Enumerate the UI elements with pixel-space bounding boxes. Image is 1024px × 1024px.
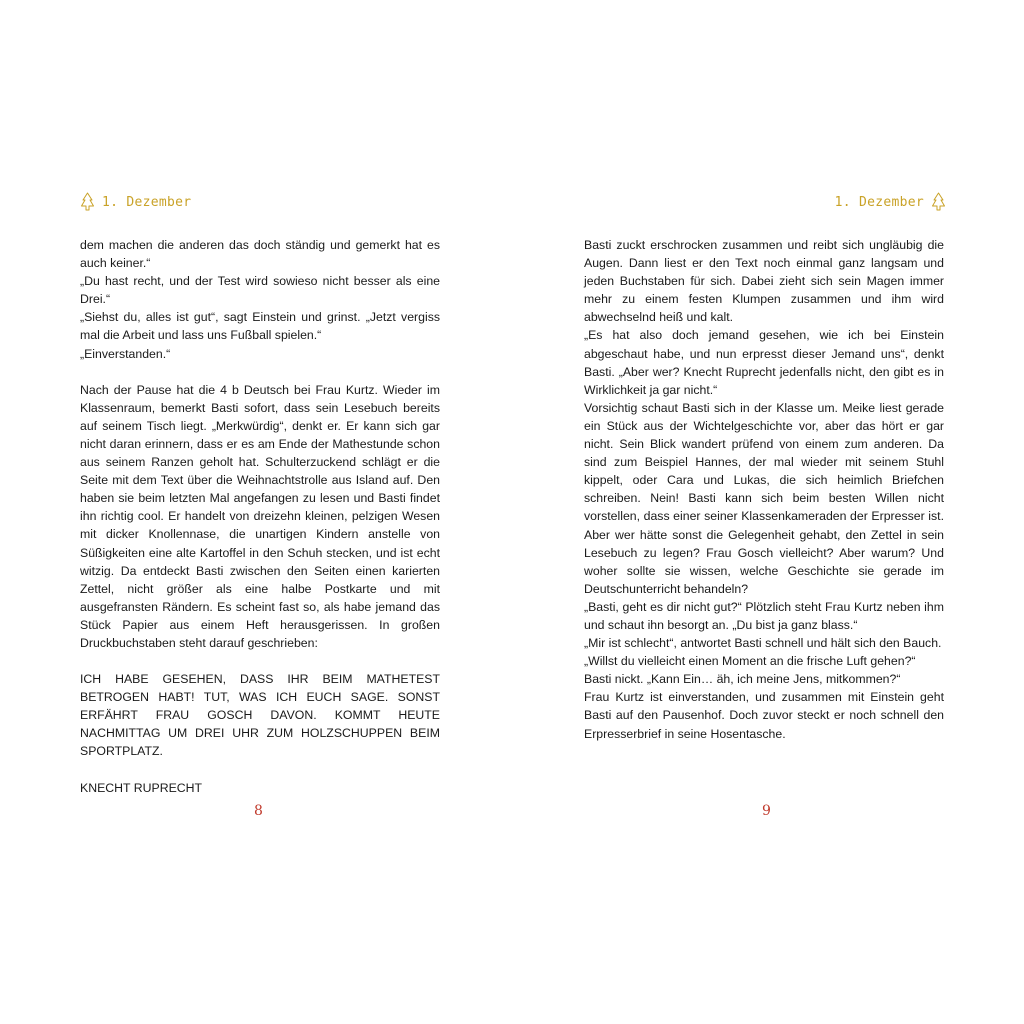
blackmail-note: ICH HABE GESEHEN, DASS IHR BEIM MATHETEST BETROGEN HABT! TUT, WAS ICH EUCH SAGE. SONST ERFÄHRT FRAU GOSCH DAVON. KOMMT HEUTE NACHMITTAG UM DREI UHR ZUM HOLZSCHUPPEN BEIM SPORTPLATZ. — [80, 672, 440, 759]
page-number: 8 — [254, 803, 263, 819]
paragraph: „Es hat also doch jemand gesehen, wie ich bei Einstein abgeschaut habe, und nun erpresst dieser Jemand uns“, denkt Basti. „Aber wer? Knecht Ruprecht jedenfalls nicht, den gibt es in Wirklichkeit ja gar nicht.“ — [584, 328, 944, 397]
right-page-body — [584, 236, 944, 743]
paragraph: „Siehst du, alles ist gut“, sagt Einstein und grinst. „Jetzt vergiss mal die Arbeit und lass uns Fußball spielen.“ — [80, 310, 440, 343]
paragraph: „Einverstanden.“ — [80, 346, 171, 361]
chapter-title: 1. Dezember — [834, 194, 924, 210]
chapter-title: 1. Dezember — [102, 194, 192, 210]
right-page — [512, 0, 1024, 1024]
paragraph: Basti zuckt erschrocken zusammen und reibt sich ungläubig die Augen. Dann liest er den Text noch einmal ganz langsam und jeden Buchstaben für sich. Dabei zieht sich sein Magen immer mehr zu einem festen Klumpen zusammen und ihm wird abwechselnd heiß und kalt. — [584, 238, 944, 325]
paragraph: „Mir ist schlecht“, antwortet Basti schnell und hält sich den Bauch. — [584, 636, 942, 651]
christmas-tree-icon — [80, 192, 95, 212]
paragraph: Basti nickt. „Kann Ein… äh, ich meine Jens, mitkommen?“ — [584, 672, 901, 687]
paragraph: Vorsichtig schaut Basti sich in der Klasse um. Meike liest gerade ein Stück aus der Wichtelgeschichte vor, aber das hört er gar nicht. Sein Blick wandert prüfend von einem zum anderen. Da sind zum Beispiel Hannes, der mal wieder mit seinem Stuhl kippelt, oder Cara und Lukas, die sich heimlich Briefchen schreiben. Nein! Basti kann sich beim besten Willen nicht vorstellen, dass einer seiner Klassenkameraden der Erpresser ist. Aber wer hätte sonst die Gelegenheit gehabt, den Zettel in sein Lesebuch zu legen? Frau Gosch vielleicht? Aber warum? Und woher sollte sie wissen, welche Geschichte sie gerade im Deutschunterricht behandeln? — [584, 400, 944, 596]
paragraph-gap — [80, 652, 440, 670]
paragraph-gap — [80, 761, 440, 779]
page-number: 9 — [762, 803, 771, 819]
paragraph-gap — [80, 363, 440, 381]
note-signature: KNECHT RUPRECHT — [80, 780, 203, 795]
christmas-tree-icon — [931, 192, 946, 212]
left-page-body — [80, 236, 440, 797]
paragraph: Nach der Pause hat die 4 b Deutsch bei Frau Kurtz. Wieder im Klassenraum, bemerkt Basti sofort, dass sein Lesebuch bereits auf seinem Tisch liegt. „Merkwürdig“, denkt er. Er kann sich gar nicht daran erinnern, dass er es am Ende der Mathestunde schon aus seinem Ranzen geholt hat. Schulterzuckend schlägt er die Seite mit dem Text über die Weihnachtstrolle aus Island auf. Den haben sie beim letzten Mal angefangen zu lesen und Basti findet ihn richtig cool. Er handelt von dreizehn kleinen, pelzigen Wesen mit dicker Knollennase, die unartigen Kindern anstelle von Süßigkeiten eine alte Kartoffel in den Schuh stecken, und ist echt witzig. Da entdeckt Basti zwischen den Seiten einen karierten Zettel, nicht größer als eine halbe Postkarte und mit ausgefransten Rändern. Es scheint fast so, als habe jemand das Stück Papier aus einem Heft herausgerissen. In großen Druckbuchstaben steht darauf geschrieben: — [80, 382, 440, 650]
paragraph: „Basti, geht es dir nicht gut?“ Plötzlich steht Frau Kurtz neben ihm und schaut ihn besorgt an. „Du bist ja ganz blass.“ — [584, 599, 944, 632]
paragraph: Frau Kurtz ist einverstanden, und zusammen mit Einstein geht Basti auf den Pausenhof. Doch zuvor steckt er noch schnell den Erpresserbrief in seine Hosentasche. — [584, 690, 944, 741]
paragraph: „Du hast recht, und der Test wird sowieso nicht besser als eine Drei.“ — [80, 274, 440, 307]
chapter-header — [80, 192, 198, 212]
paragraph: dem machen die anderen das doch ständig und gemerkt hat es auch keiner.“ — [80, 238, 440, 271]
chapter-header — [828, 192, 946, 212]
paragraph: „Willst du vielleicht einen Moment an die frische Luft gehen?“ — [584, 654, 916, 669]
